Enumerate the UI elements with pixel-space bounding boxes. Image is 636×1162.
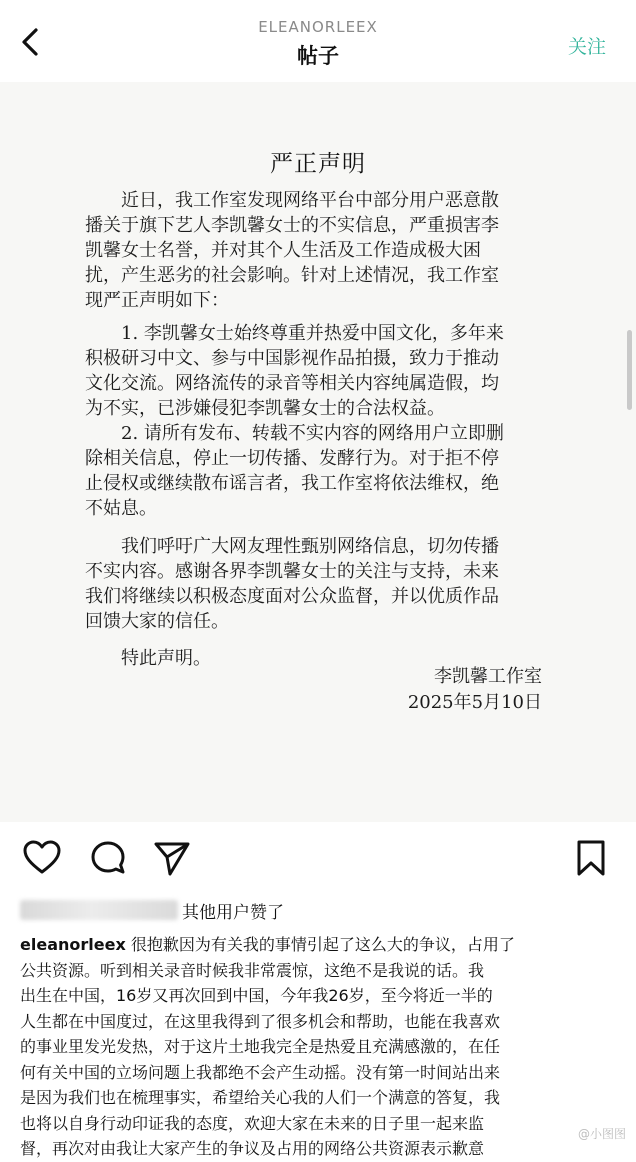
statement-line: 1. 李凯馨女士始终尊重并热爱中国文化，多年来 — [121, 323, 504, 344]
statement-line: 止侵权或继续散布谣言者，我工作室将依法维权，绝 — [85, 473, 499, 494]
statement-line: 2. 请所有发布、转载不实内容的网络用户立即删 — [121, 423, 504, 444]
statement-line: 除相关信息，停止一切传播、发酵行为。对于拒不停 — [85, 448, 499, 469]
signer-name: 李凯馨工作室 — [434, 666, 542, 687]
comment-bubble-icon[interactable] — [88, 838, 128, 878]
post-action-bar — [0, 838, 636, 884]
statement-line: 凯馨女士名誉，并对其个人生活及工作造成极大困 — [85, 240, 481, 261]
statement-signature — [408, 664, 542, 716]
statement-line: 现严正声明如下： — [85, 290, 229, 311]
image-scrollbar[interactable] — [627, 330, 632, 410]
likes-text: 其他用户赞了 — [182, 903, 284, 923]
caption-line: 也将以自身行动印证我的态度，欢迎大家在未来的日子里一起来监 — [20, 1113, 485, 1133]
blurred-username — [20, 900, 178, 920]
caption-line: 何有关中国的立场问题上我都绝不会产生动摇。没有第一时间站出来 — [20, 1062, 501, 1082]
caption-line: 公共资源。听到相关录音时候我非常震惊，这绝不是我说的话。我 — [20, 960, 485, 980]
statement-line: 近日，我工作室发现网络平台中部分用户恶意散 — [121, 190, 499, 211]
statement-date: 2025年5月10日 — [407, 692, 542, 713]
statement-line: 为不实，已涉嫌侵犯李凯馨女士的合法权益。 — [85, 398, 445, 419]
statement-line: 积极研习中文、参与中国影视作品拍摄，致力于推动 — [85, 348, 499, 369]
caption-text: 很抱歉因为有关我的事情引起了这么大的争议，占用了 — [125, 935, 515, 954]
statement-paragraph-2 — [85, 321, 565, 521]
statement-paragraph-3 — [85, 534, 565, 634]
paper-plane-icon[interactable] — [152, 838, 192, 878]
caption-line — [20, 932, 620, 958]
page-title: 帖子 — [297, 44, 339, 68]
statement-line: 不姑息。 — [85, 498, 157, 519]
watermark: @小图图 — [577, 1127, 626, 1141]
statement-line: 播关于旗下艺人李凯馨女士的不实信息，严重损害李 — [85, 215, 499, 236]
caption-line: 是因为我们也在梳理事实，希望给关心我的人们一个满意的答复，我 — [20, 1088, 501, 1107]
caption-line: 出生在中国，16岁又再次回到中国，今年我26岁，至今将近一半的 — [20, 986, 493, 1005]
post-caption — [20, 932, 620, 1162]
caption-line: 人生都在中国度过，在这里我得到了很多机会和帮助，也能在我喜欢 — [20, 1011, 501, 1031]
caption-line: 督，再次对由我让大家产生的争议及占用的网络公共资源表示歉意 — [20, 1139, 485, 1158]
statement-line: 不实内容。感谢各界李凯馨女士的关注与支持，未来 — [85, 561, 499, 582]
statement-closing-text: 特此声明。 — [121, 648, 211, 669]
statement-line: 回馈大家的信任。 — [85, 611, 229, 632]
follow-button[interactable]: 关注 — [567, 36, 606, 58]
statement-title: 严正声明 — [270, 151, 366, 177]
caption-line: 的事业里发光发热，对于这片土地我完全是热爱且充满感激的，在任 — [20, 1037, 501, 1056]
statement-line: 扰，产生恶劣的社会影响。针对上述情况，我工作室 — [85, 265, 499, 286]
bookmark-icon[interactable] — [574, 838, 608, 878]
post-author-username[interactable]: ELEANORLEEX — [258, 18, 378, 36]
statement-line: 我们呼吁广大网友理性甄别网络信息，切勿传播 — [121, 536, 499, 557]
statement-paragraph-1 — [85, 188, 565, 313]
statement-line: 我们将继续以积极态度面对公众监督，并以优质作品 — [85, 586, 499, 607]
statement-line: 文化交流。网络流传的录音等相关内容纯属造假，均 — [85, 373, 499, 394]
top-nav-bar — [0, 0, 636, 82]
caption-username[interactable]: eleanorleex — [20, 935, 126, 954]
heart-icon[interactable] — [22, 838, 62, 878]
